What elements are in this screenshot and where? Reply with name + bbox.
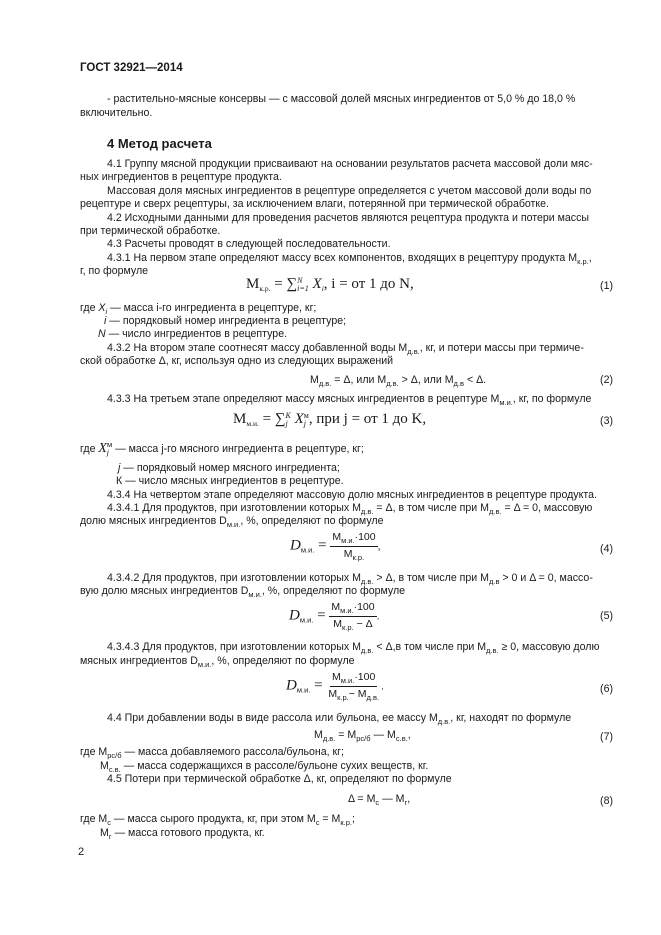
para-4-1-line-1: 4.1 Группу мясной продукции присваивают на основании результатов расчета массовой доли мяс- — [107, 158, 593, 170]
para-4-5: 4.5 Потери при термической обработке Δ, кг, определяют по формуле — [107, 773, 452, 785]
para-4-4: 4.4 При добавлении воды в виде рассола или бульона, ее массу $М_{д.в.}$, кг, находят по формуле — [107, 712, 572, 726]
definition-n: N — число ингредиентов в рецептуре. — [98, 328, 288, 340]
definition-j: j — порядковый номер мясного ингредиента; — [118, 462, 340, 474]
definition-k: К — число мясных ингредиентов в рецептуре. — [116, 475, 344, 487]
equation-number-8: (8) — [600, 795, 613, 807]
formula-5: $D_{м.и.}$ = $\frac{М_{м.и.}\cdot 100}{М_{к.р.} - \Delta}$ . — [289, 601, 380, 632]
equation-number-7: (7) — [600, 731, 613, 743]
equation-number-3: (3) — [600, 415, 613, 427]
formula-7: $М_{д.в.} = М_{рс/б}$ — $М_{с.в.}$, — [314, 729, 411, 743]
equation-number-2: (2) — [600, 374, 613, 386]
para-4-3-4-3-line-1: 4.3.4.3 Для продуктов, при изготовлении которых $М_{д.в.} < \Delta,в$ том числе при $М_{д.в.} \ge 0$, массовую долю — [107, 641, 600, 655]
equation-number-1: (1) — [600, 280, 613, 292]
formula-2: $М_{д.в.} = \Delta$, или $М_{д.в.} > \Delta$, или $М_{д.в} < \Delta$. — [310, 374, 487, 388]
definition-x-j-m: где X м j — масса j-го мясного ингредиента в рецептуре, кг; — [80, 440, 364, 458]
equation-number-4: (4) — [600, 543, 613, 555]
para-4-1b-line-1: Массовая доля мясных ингредиентов в рецептуре определяется с учетом массовой доли воды по — [107, 185, 592, 197]
para-4-3-2-line-1: 4.3.2 На втором этапе соотнесят массу добавленной воды $М_{д.в.}$, кг, и потери массы при термиче- — [107, 342, 584, 356]
para-4-3-4-2-line-1: 4.3.4.2 Для продуктов, при изготовлении которых $М_{д.в.} > \Delta$, в том числе при $М_{д.в} > 0$ и Δ = 0, массо- — [107, 572, 593, 586]
page-number: 2 — [78, 846, 85, 858]
intro-line-2: включительно. — [80, 107, 153, 119]
definition-m-g: $М_г$ — масса готового продукта, кг. — [100, 827, 265, 841]
para-4-1b-line-2: рецептуре и сверх рецептуры, за исключением влаги, потерянной при термической обработке. — [80, 198, 550, 210]
para-4-3-1-line-1: 4.3.1 На первом этапе определяют массу всех компонентов, входящих в рецептуру продукта $М_{к.р.}$, — [107, 252, 592, 266]
formula-8: $\Delta = М_с$ — $М_г$, — [348, 793, 411, 807]
para-4-3-4-1-line-1: 4.3.4.1 Для продуктов, при изготовлении которых $М_{д.в.} = \Delta$, в том числе при $М_{д.в.} = \Delta = 0$, массовую — [107, 502, 593, 516]
para-4-3-4-1-line-2: долю мясных ингредиентов $D_{м.и.}$, %, определяют по формуле — [80, 515, 384, 529]
definition-x-i: где $X_i$ — масса i-го ингредиента в рецептуре, кг; — [80, 302, 317, 316]
para-4-3: 4.3 Расчеты проводят в следующей последовательности. — [107, 238, 391, 250]
para-4-3-4-2-line-2: вую долю мясных ингредиентов $D_{м.и.}$, %, определяют по формуле — [80, 585, 406, 599]
para-4-1-line-2: ных ингредиентов в рецептуре продукта. — [80, 171, 282, 183]
document-header: ГОСТ 32921—2014 — [80, 62, 183, 74]
definition-m-s: где $М_с$ — масса сырого продукта, кг, при этом $М_с = М_{к.р.}$; — [80, 813, 355, 827]
formula-4: $D_{м.и.}$ = $\frac{М_{м.и.}\cdot 100}{М_{к.р.}}$ , — [290, 531, 381, 562]
equation-number-5: (5) — [600, 610, 613, 622]
intro-line-1: - растительно-мясные консервы — с массовой долей мясных ингредиентов от 5,0 % до 18,0 % — [107, 93, 576, 105]
para-4-2-line-1: 4.2 Исходными данными для проведения расчетов являются рецептура продукта и потери массы — [107, 212, 590, 224]
definition-i: i — порядковый номер ингредиента в рецептуре; — [104, 315, 347, 327]
para-4-3-3: 4.3.3 На третьем этапе определяют массу мясных ингредиентов в рецептуре $М_{м.и.}$, кг, по формуле — [107, 393, 592, 407]
formula-3: $М_{м.и.}$ = ∑ K j X м j , при j = от 1 до K, — [233, 410, 427, 428]
definition-m-rs-b: где $М_{рс/б}$ — масса добавляемого рассола/бульона, кг; — [80, 746, 344, 760]
para-4-3-4-3-line-2: мясных ингредиентов $D_{м.и.}$, %, определяют по формуле — [80, 655, 355, 669]
equation-number-6: (6) — [600, 683, 613, 695]
para-4-2-line-2: при термической обработке. — [80, 225, 221, 237]
formula-1: $М_{к.р.}$ = ∑ N i=1 $X_i$, i = от 1 до N, — [246, 275, 414, 293]
formula-6: $D_{м.и.}$ = $\frac{М_{м.и.}\cdot 100}{М_{к.р.}- М_{д.в.}}$ . — [286, 671, 384, 702]
section-title: 4 Метод расчета — [107, 136, 212, 151]
para-4-3-1-line-2: г, по формуле — [80, 265, 149, 277]
para-4-3-2-line-2: ской обработке Δ, кг, используя одно из следующих выражений — [80, 355, 394, 367]
definition-m-sv: $М_{с.в.}$ — масса содержащихся в рассоле/бульоне сухих веществ, кг. — [100, 760, 429, 774]
para-4-3-4: 4.3.4 На четвертом этапе определяют массовую долю мясных ингредиентов в рецептуре продукта. — [107, 489, 597, 501]
